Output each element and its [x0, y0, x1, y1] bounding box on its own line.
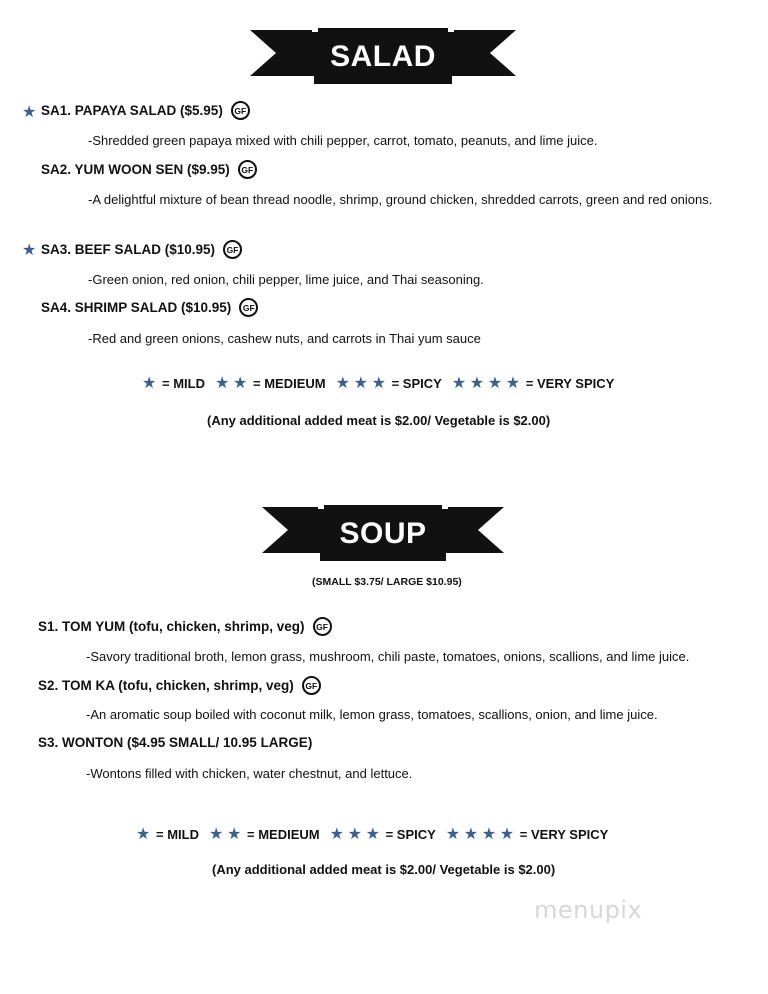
gf-badge-icon: GF	[302, 676, 321, 695]
star-icon: ★	[499, 825, 515, 843]
star-icon: ★	[142, 374, 157, 392]
gf-badge-icon: GF	[231, 101, 250, 120]
menupix-watermark: menupix	[534, 896, 643, 924]
star-icon: ★	[487, 374, 503, 392]
spice-star-icon: ★	[22, 104, 37, 121]
gf-badge-icon: GF	[238, 160, 257, 179]
legend-medium: ★ ★ = MEDIEUM	[214, 374, 326, 392]
menu-item-s2-title: S2. TOM KA (tofu, chicken, shrimp, veg) GF	[38, 676, 321, 695]
salad-banner	[250, 26, 516, 88]
menu-item-sa1-title: SA1. PAPAYA SALAD ($5.95) GF	[41, 101, 250, 120]
star-icon: ★	[365, 825, 380, 843]
star-icon: ★	[347, 825, 362, 843]
menu-item-s1-desc: -Savory traditional broth, lemon grass, mushroom, chili paste, tomatoes, onions, scallions, and lime juice.	[86, 649, 690, 664]
star-icon: ★	[329, 825, 344, 843]
star-icon: ★	[232, 374, 248, 392]
spice-legend-soup	[136, 827, 618, 842]
legend-mild: ★ = MILD	[136, 825, 199, 843]
star-icon: ★	[353, 374, 368, 392]
menu-item-sa4-desc: -Red and green onions, cashew nuts, and carrots in Thai yum sauce	[88, 331, 481, 346]
spice-star-icon: ★	[22, 242, 37, 259]
gf-badge-icon: GF	[239, 298, 258, 317]
menu-item-s2-desc: -An aromatic soup boiled with coconut milk, lemon grass, tomatoes, scallions, onion, and lime juice.	[86, 707, 658, 722]
legend-spicy: ★ ★ ★ = SPICY	[329, 825, 436, 843]
menu-item-sa4-title: SA4. SHRIMP SALAD ($10.95) GF	[41, 298, 258, 317]
legend-very-spicy: ★ ★ ★ ★ = VERY SPICY	[451, 374, 615, 392]
star-icon: ★	[505, 374, 521, 392]
star-icon: ★	[463, 825, 479, 843]
star-icon: ★	[226, 825, 242, 843]
star-icon: ★	[335, 374, 350, 392]
additional-meat-note-soup: (Any additional added meat is $2.00/ Vegetable is $2.00)	[212, 862, 556, 877]
star-icon: ★	[481, 825, 497, 843]
soup-price-note: (SMALL $3.75/ LARGE $10.95)	[312, 576, 462, 588]
star-icon: ★	[469, 374, 485, 392]
star-icon: ★	[451, 374, 467, 392]
star-icon: ★	[208, 825, 224, 843]
star-icon: ★	[136, 825, 151, 843]
additional-meat-note-salad: (Any additional added meat is $2.00/ Vegetable is $2.00)	[207, 413, 551, 428]
legend-medium: ★ ★ = MEDIEUM	[208, 825, 320, 843]
section-title-soup: SOUP	[339, 517, 427, 550]
legend-spicy: ★ ★ ★ = SPICY	[335, 374, 442, 392]
menu-item-sa2-desc: -A delightful mixture of bean thread noodle, shrimp, ground chicken, shredded carrots, green and red onions.	[88, 192, 713, 207]
star-icon: ★	[371, 374, 386, 392]
legend-mild: ★ = MILD	[142, 374, 205, 392]
gf-badge-icon: GF	[223, 240, 242, 259]
legend-very-spicy: ★ ★ ★ ★ = VERY SPICY	[445, 825, 609, 843]
menu-item-sa1-desc: -Shredded green papaya mixed with chili pepper, carrot, tomato, peanuts, and lime juice.	[88, 133, 598, 148]
menu-item-sa2-title: SA2. YUM WOON SEN ($9.95) GF	[41, 160, 257, 179]
star-icon: ★	[214, 374, 230, 392]
menu-item-s3-desc: -Wontons filled with chicken, water chestnut, and lettuce.	[86, 766, 413, 781]
menu-item-sa3-desc: -Green onion, red onion, chili pepper, lime juice, and Thai seasoning.	[88, 272, 484, 287]
spice-legend-salad	[142, 376, 624, 391]
star-icon: ★	[445, 825, 461, 843]
menu-item-s1-title: S1. TOM YUM (tofu, chicken, shrimp, veg) GF	[38, 617, 332, 636]
soup-banner	[262, 503, 504, 565]
menu-item-s3-title: S3. WONTON ($4.95 SMALL/ 10.95 LARGE)	[38, 735, 313, 750]
section-title-salad: SALAD	[330, 40, 436, 73]
menu-item-sa3-title: SA3. BEEF SALAD ($10.95) GF	[41, 240, 242, 259]
gf-badge-icon: GF	[313, 617, 332, 636]
